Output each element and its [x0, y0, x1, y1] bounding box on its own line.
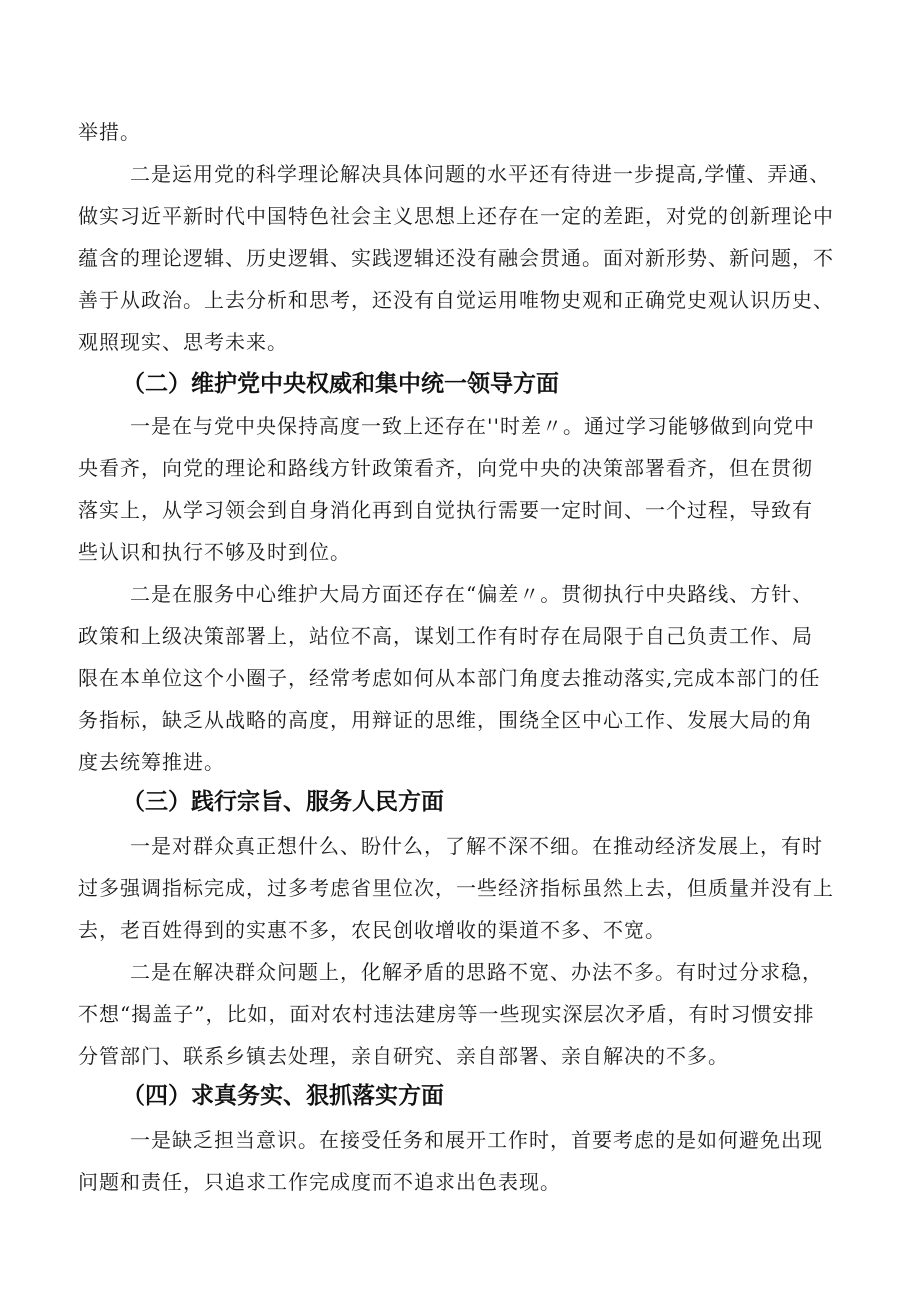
text-line: 一是在与党中央保持高度一致上还存在''时差〃。通过学习能够做到向党中: [130, 414, 815, 438]
text-line: 二是在解决群众问题上，化解矛盾的思路不宽、办法不多。有时过分求稳，: [130, 960, 823, 984]
text-line: 蕴含的理论逻辑、历史逻辑、实践逻辑还没有融会贯通。面对新形势、新问题，不: [78, 246, 834, 270]
text-line: 务指标，缺乏从战略的高度，用辩证的思维，围绕全区中心工作、发展大局的角: [78, 708, 813, 732]
text-line: 政策和上级决策部署上，站位不高，谋划工作有时存在局限于自己负责工作、局: [78, 624, 813, 648]
section-heading: （三）践行宗旨、服务人民方面: [122, 789, 444, 815]
text-line: 不想“揭盖子”，比如，面对农村违法建房等一些现实深层次矛盾，有时习惯安排: [78, 1002, 815, 1026]
text-line: 善于从政治。上去分析和思考，还没有自觉运用唯物史观和正确党史观认识历史、: [78, 288, 834, 312]
text-line: 些认识和执行不够及时到位。: [78, 540, 351, 564]
text-line: 做实习近平新时代中国特色社会主义思想上还存在一定的差距，对党的创新理论中: [78, 204, 834, 228]
text-line: 限在本单位这个小圈子，经常考虑如何从本部门角度去推动落实,完成本部门的任: [78, 666, 821, 690]
text-line: 问题和责任，只追求工作完成度而不追求出色表现。: [78, 1170, 561, 1194]
section-heading: （四）求真务实、狠抓落实方面: [122, 1083, 444, 1109]
text-line: 观照现实、思考未来。: [78, 330, 288, 354]
text-line: 举措。: [78, 120, 141, 144]
text-line: 一是缺乏担当意识。在接受任务和展开工作时，首要考虑的是如何避免出现: [130, 1128, 823, 1152]
section-heading: （二）维护党中央权威和集中统一领导方面: [122, 371, 559, 397]
text-line: 二是在服务中心维护大局方面还存在“偏差〃。贯彻执行中央路线、方针、: [130, 582, 814, 606]
text-line: 分管部门、联系乡镇去处理，亲自研究、亲自部署、亲自解决的不多。: [78, 1044, 729, 1068]
text-line: 二是运用党的科学理论解决具体问题的水平还有待进一步提高,学懂、弄通、: [130, 162, 831, 186]
text-line: 央看齐，向党的理论和路线方针政策看齐，向党中央的决策部署看齐，但在贯彻: [78, 456, 813, 480]
text-line: 去，老百姓得到的实惠不多，农民创收增收的渠道不多、不宽。: [78, 918, 666, 942]
text-line: 过多强调指标完成，过多考虑省里位次，一些经济指标虽然上去，但质量并没有上: [78, 876, 834, 900]
text-line: 落实上，从学习领会到自身消化再到自觉执行需要一定时间、一个过程，导致有: [78, 498, 813, 522]
text-line: 一是对群众真正想什么、盼什么，了解不深不细。在推动经济发展上，有时: [130, 834, 823, 858]
text-line: 度去统筹推进。: [78, 750, 225, 774]
